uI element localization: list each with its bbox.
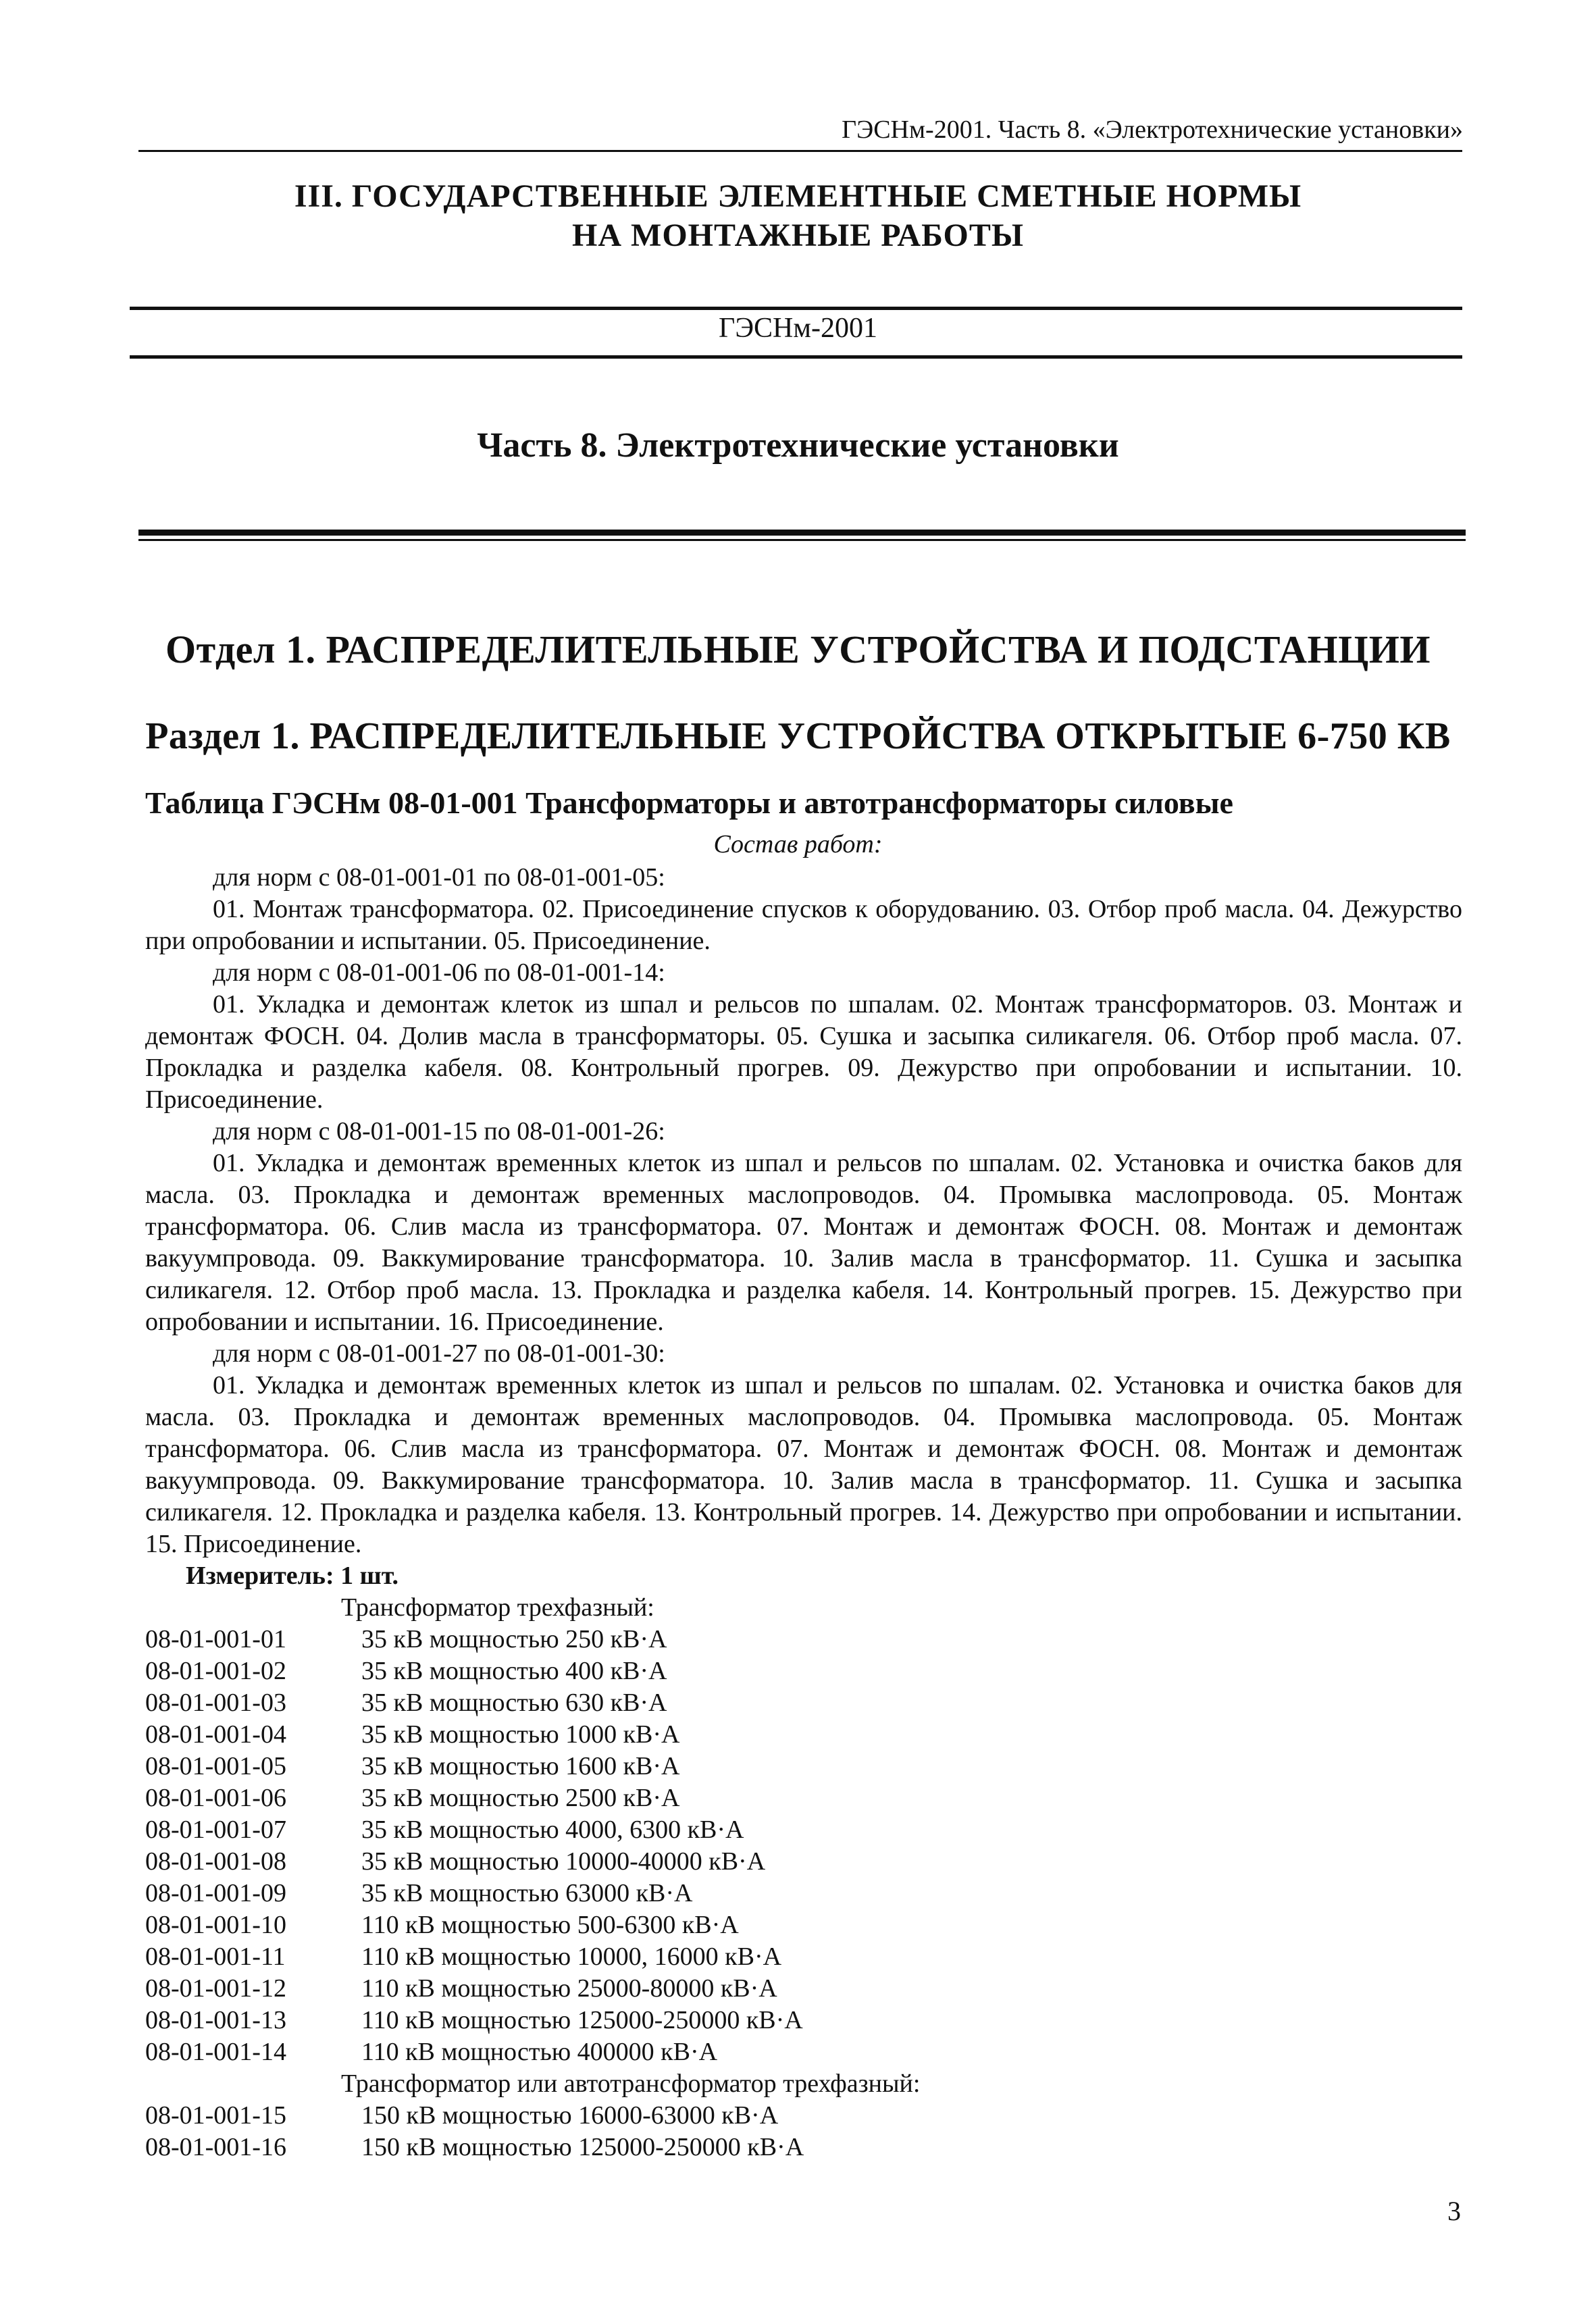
norm-code: 08-01-001-12 — [145, 1974, 286, 2003]
group-heading: Трансформатор или автотрансформатор трехфазный: — [341, 2069, 921, 2098]
norms-table — [145, 1592, 1462, 2163]
running-header: ГЭСНм-2001. Часть 8. «Электротехнические установки» — [842, 115, 1463, 144]
table-row — [145, 1782, 1462, 1814]
part-rule-thick — [138, 530, 1466, 536]
work-text-1: 01. Монтаж трансформатора. 02. Присоединение спусков к оборудованию. 03. Отбор проб масла. 04. Дежурство при опробовании и испытании. 05. Присоединение. — [145, 895, 1462, 955]
norm-description: 150 кВ мощностью 125000-250000 кВ·А — [361, 2133, 804, 2161]
group-heading: Трансформатор трехфазный: — [341, 1593, 654, 1622]
measure-unit: Измеритель: 1 шт. — [186, 1562, 399, 1590]
table-row — [145, 1751, 1462, 1782]
norm-code: 08-01-001-06 — [145, 1784, 286, 1812]
work-composition-heading: Состав работ: — [713, 830, 883, 858]
document-title — [135, 177, 1461, 255]
work-text-3: 01. Укладка и демонтаж временных клеток из шпал и рельсов по шпалам. 02. Установка и очистка баков для масла. 03. Прокладка и демонтаж временных маслопроводов. 04. Промывка маслопровода. 05. Монтаж трансформатора. 06. Слив масла из трансформатора. 07. Монтаж и демонтаж ФОСН. 08. Монтаж и демонтаж вакуумпровода. 09. Ваккумирование трансформатора. 10. Залив масла в трансформатор. 11. Сушка и засыпка силикагеля. 12. Отбор проб масла. 13. Прокладка и разделка кабеля. 14. Контрольный прогрев. 15. Дежурство при опробовании и испытании. 16. Присоединение. — [145, 1149, 1462, 1336]
norm-description: 150 кВ мощностью 16000-63000 кВ·А — [361, 2101, 779, 2130]
norm-code: 08-01-001-10 — [145, 1911, 286, 1939]
table-row — [145, 2036, 1462, 2068]
table-title: Таблица ГЭСНм 08-01-001 Трансформаторы и автотрансформаторы силовые — [145, 786, 1233, 820]
norm-code: 08-01-001-05 — [145, 1752, 286, 1780]
norm-code: 08-01-001-16 — [145, 2133, 286, 2161]
document-title-line-1: III. ГОСУДАРСТВЕННЫЕ ЭЛЕМЕНТНЫЕ СМЕТНЫЕ НОРМЫ — [294, 178, 1302, 214]
table-row — [145, 1687, 1462, 1719]
norm-code: 08-01-001-11 — [145, 1943, 286, 1971]
norm-code: 08-01-001-13 — [145, 2006, 286, 2034]
norm-description: 35 кВ мощностью 4000, 6300 кВ·А — [361, 1816, 744, 1844]
norm-description: 110 кВ мощностью 500-6300 кВ·А — [361, 1911, 739, 1939]
table-row — [145, 2005, 1462, 2036]
work-text-2: 01. Укладка и демонтаж клеток из шпал и рельсов по шпалам. 02. Монтаж трансформаторов. 03. Монтаж и демонтаж ФОСН. 04. Долив масла в трансформаторы. 05. Сушка и засыпка силикагеля. 06. Отбор проб масла. 07. Прокладка и разделка кабеля. 08. Контрольный прогрев. 09. Дежурство при опробовании и испытании. 10. Присоединение. — [145, 990, 1462, 1114]
norm-code: 08-01-001-07 — [145, 1816, 286, 1844]
table-row — [145, 1655, 1462, 1687]
part-rule-thin — [138, 539, 1466, 541]
table-row — [145, 1624, 1462, 1655]
work-range-3: для норм с 08-01-001-15 по 08-01-001-26: — [213, 1117, 665, 1146]
norm-code: 08-01-001-15 — [145, 2101, 286, 2130]
norm-description: 35 кВ мощностью 1600 кВ·А — [361, 1752, 680, 1780]
series-rule-bottom — [130, 355, 1462, 359]
work-range-1: для норм с 08-01-001-01 по 08-01-001-05: — [213, 863, 665, 892]
norm-description: 110 кВ мощностью 400000 кВ·А — [361, 2038, 718, 2066]
work-composition — [145, 862, 1462, 2163]
norm-description: 110 кВ мощностью 10000, 16000 кВ·А — [361, 1943, 782, 1971]
norm-description: 110 кВ мощностью 125000-250000 кВ·А — [361, 2006, 803, 2034]
series-rule-top — [130, 307, 1462, 310]
norm-code: 08-01-001-09 — [145, 1879, 286, 1907]
section-title: Раздел 1. РАСПРЕДЕЛИТЕЛЬНЫЕ УСТРОЙСТВА ОТКРЫТЫЕ 6-750 КВ — [145, 715, 1451, 757]
norm-description: 35 кВ мощностью 2500 кВ·А — [361, 1784, 680, 1812]
norm-description: 35 кВ мощностью 63000 кВ·А — [361, 1879, 693, 1907]
table-row — [145, 1878, 1462, 1909]
norm-code: 08-01-001-08 — [145, 1847, 286, 1876]
table-row — [145, 1719, 1462, 1751]
norm-code: 08-01-001-03 — [145, 1689, 286, 1717]
part-title: Часть 8. Электротехнические установки — [477, 426, 1119, 465]
header-rule — [138, 150, 1462, 152]
group-heading-row — [145, 1592, 1462, 1624]
norm-description: 35 кВ мощностью 400 кВ·А — [361, 1657, 667, 1685]
work-range-2: для норм с 08-01-001-06 по 08-01-001-14: — [213, 958, 665, 987]
series-label: ГЭСНм-2001 — [719, 313, 877, 344]
norm-code: 08-01-001-02 — [145, 1657, 286, 1685]
table-row — [145, 1973, 1462, 2005]
norm-code: 08-01-001-01 — [145, 1625, 286, 1653]
norm-code: 08-01-001-04 — [145, 1720, 286, 1749]
norm-description: 110 кВ мощностью 25000-80000 кВ·А — [361, 1974, 777, 2003]
table-row — [145, 1909, 1462, 1941]
document-title-line-2: НА МОНТАЖНЫЕ РАБОТЫ — [572, 217, 1024, 253]
work-range-4: для норм с 08-01-001-27 по 08-01-001-30: — [213, 1339, 665, 1368]
norm-description: 35 кВ мощностью 1000 кВ·А — [361, 1720, 680, 1749]
norm-description: 35 кВ мощностью 630 кВ·А — [361, 1689, 667, 1717]
norm-description: 35 кВ мощностью 10000-40000 кВ·А — [361, 1847, 766, 1876]
group-heading-row — [145, 2068, 1462, 2100]
table-row — [145, 1941, 1462, 1973]
department-title: Отдел 1. РАСПРЕДЕЛИТЕЛЬНЫЕ УСТРОЙСТВА И ПОДСТАНЦИИ — [165, 627, 1431, 671]
table-row — [145, 2132, 1462, 2163]
table-row — [145, 2100, 1462, 2132]
norm-description: 35 кВ мощностью 250 кВ·А — [361, 1625, 667, 1653]
norm-code: 08-01-001-14 — [145, 2038, 286, 2066]
work-text-4: 01. Укладка и демонтаж временных клеток из шпал и рельсов по шпалам. 02. Установка и очистка баков для масла. 03. Прокладка и демонтаж временных маслопроводов. 04. Промывка маслопровода. 05. Монтаж трансформатора. 06. Слив масла из трансформатора. 07. Монтаж и демонтаж ФОСН. 08. Монтаж и демонтаж вакуумпровода. 09. Ваккумирование трансформатора. 10. Залив масла в трансформатор. 11. Сушка и засыпка силикагеля. 12. Прокладка и разделка кабеля. 13. Контрольный прогрев. 14. Дежурство при опробовании и испытании. 15. Присоединение. — [145, 1371, 1462, 1558]
page-number: 3 — [1447, 2196, 1461, 2226]
table-row — [145, 1846, 1462, 1878]
table-row — [145, 1814, 1462, 1846]
